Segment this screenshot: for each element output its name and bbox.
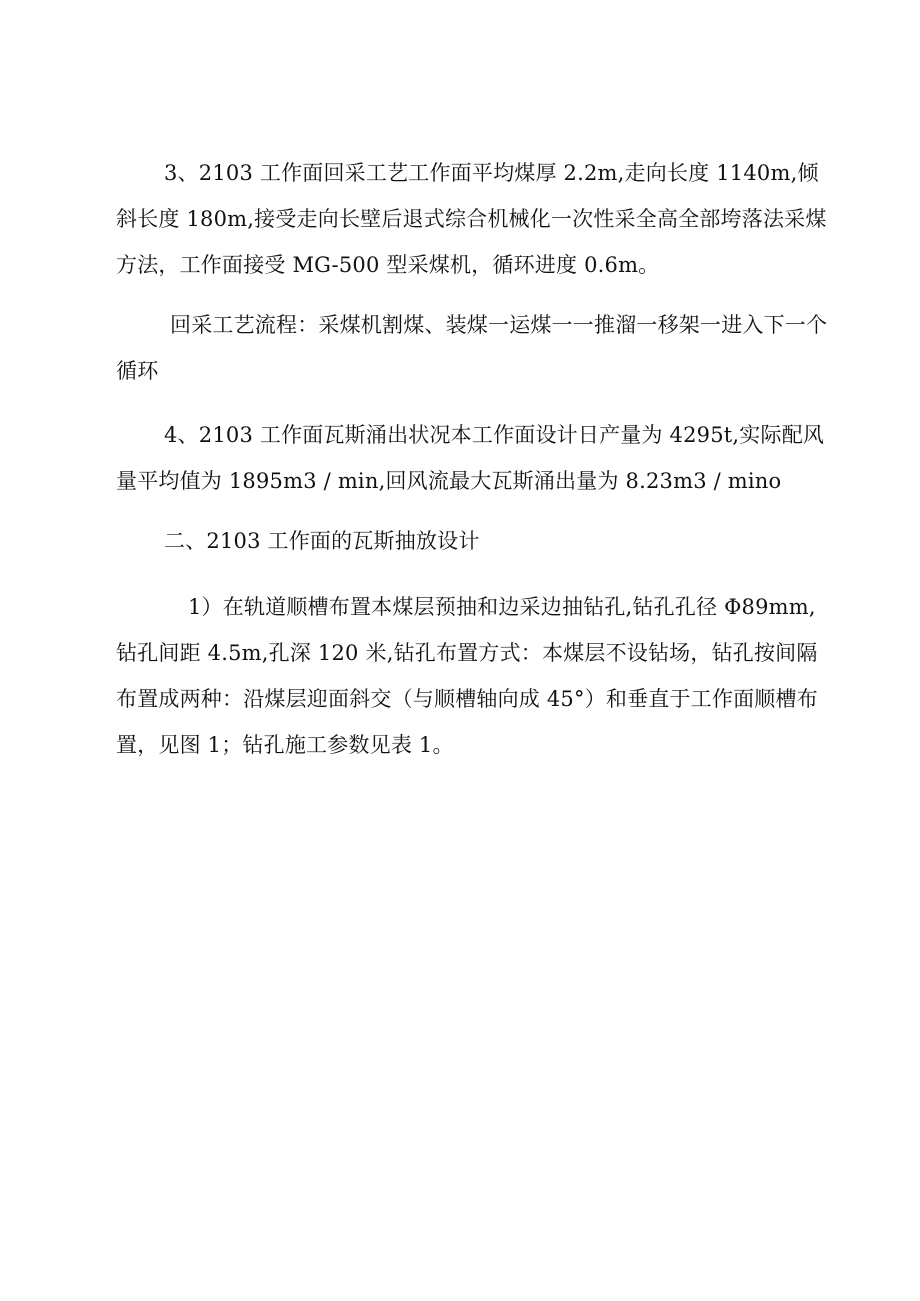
section-heading-gas-drainage-design: 二、2103 工作面的瓦斯抽放设计	[164, 529, 480, 553]
paragraph-section-4: 4、2103 工作面瓦斯涌出状况本工作面设计日产量为 4295t,实际配风量平均值为 1895m3 / min,回风流最大瓦斯涌出量为 8.23m3 / mino	[116, 423, 825, 493]
paragraph-drilling-layout: 1）在轨道顺槽布置本煤层预抽和边采边抽钻孔,钻孔孔径 Φ89mm,钻孔间距 4.5m,孔深 120 米,钻孔布置方式：本煤层不设钻场，钻孔按间隔布置成两种：沿煤层迎面斜交（与顺槽轴向成 45°）和垂直于工作面顺槽布置，见图 1；钻孔施工参数见表 1。	[116, 595, 818, 757]
paragraph-section-3: 3、2103 工作面回采工艺工作面平均煤厚 2.2m,走向长度 1140m,倾斜长度 180m,接受走向长壁后退式综合机械化一次性采全高全部垮落法采煤方法，工作面接受 MG-500 型采煤机，循环进度 0.6m。	[116, 161, 827, 277]
paragraph-mining-process: 回采工艺流程：采煤机割煤、装煤一运煤一一推溜一移架一进入下一个循环	[116, 313, 828, 383]
document-body	[116, 150, 836, 768]
